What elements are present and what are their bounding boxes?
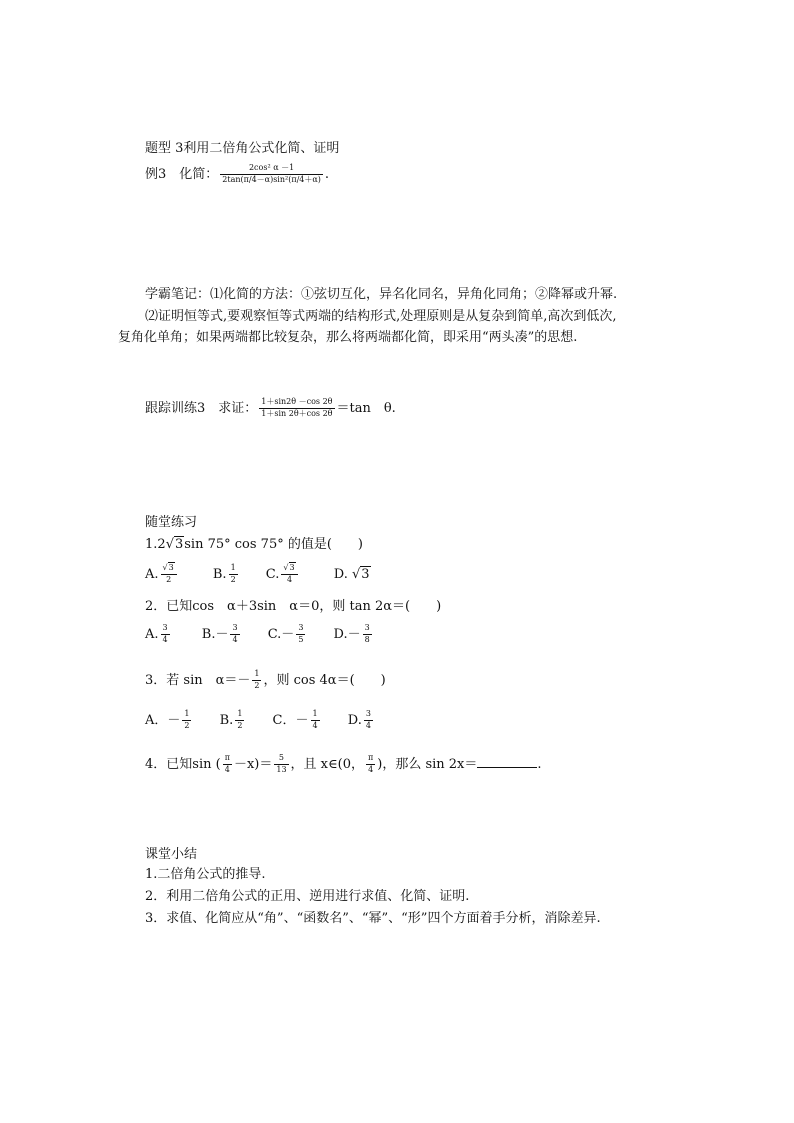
example-3 [145,164,329,185]
track-denominator: 1＋sin 2θ＋cos 2θ [261,408,333,418]
practice-title: 随堂练习 [145,515,198,530]
q2-option-c-fraction: $\frac{3}{5}$ [298,623,304,644]
question-3 [145,670,386,691]
q1-pre: 1.2 [145,537,166,552]
question-2-options [145,624,374,645]
q3-pre: 3．若 sin α＝－ [145,672,251,688]
example-fraction [220,164,323,185]
notes-line-3: 复角化单角；如果两端都比较复杂，那么将两端都化简，即采用“两头凑”的思想. [118,330,578,345]
question-2: 2．已知cos α＋3sin α＝0，则 tan 2α＝( ) [145,599,442,614]
q3-option-a-fraction: $\frac{1}{2}$ [184,709,190,730]
example-end: . [324,166,330,182]
q3-option-b-label: B. [219,712,234,728]
q2-option-a-label: A. [145,626,159,642]
q2-option-b-fraction: $\frac{3}{4}$ [232,623,238,644]
q1-radicand: 3 [174,537,184,552]
q1-option-a-fraction: $\frac{√3}{2}$ [161,564,177,585]
q3-option-d-fraction: $\frac{3}{4}$ [365,709,371,730]
question-1-options [145,564,371,585]
q3-option-c-fraction: $\frac{1}{4}$ [312,709,318,730]
q4-fraction-3: $\frac{\pi}{4}$ [367,753,374,774]
notes-line-2: ⑵证明恒等式,要观察恒等式两端的结构形式,处理原则是从复杂到简单,高次到低次, [145,309,617,324]
q4-mid-2: ，且 x∈(0， [290,756,364,772]
q3-option-c-label: C．－ [272,712,309,728]
question-4 [145,754,542,775]
q3-fraction: $\frac{1}{2}$ [254,669,260,690]
summary-title: 课堂小结 [145,847,198,862]
sqrt-icon: √3 [352,566,370,582]
q1-option-b-fraction: $\frac{1}{2}$ [230,563,236,584]
summary-item-2: 2．利用二倍角公式的正用、逆用进行求值、化简、证明. [145,889,470,904]
answer-blank[interactable] [477,766,537,768]
q4-fraction-1: $\frac{\pi}{4}$ [224,753,230,774]
track-fraction [259,398,334,419]
section-title: 题型 3利用二倍角公式化简、证明 [145,141,340,156]
track-label: 跟踪训练3 求证： [145,400,258,416]
q3-option-a-label: A．－ [145,712,181,728]
q3-post: ，则 cos 4α＝( ) [263,672,386,688]
q2-option-b-label: B.－ [201,626,229,642]
summary-item-3: 3．求值、化简应从“角”、“函数名”、“幂”、“形”四个方面着手分析，消除差异. [145,911,601,926]
q3-option-d-label: D. [347,712,362,728]
question-3-options [145,710,375,731]
q4-mid-1: －x)＝ [233,756,273,772]
q2-option-d-label: D.－ [333,626,361,642]
q1-post: sin 75° cos 75° 的值是( ) [184,537,364,552]
sqrt-icon: √3 [162,563,174,572]
q2-option-d-fraction: $\frac{3}{8}$ [364,623,370,644]
q1-option-b-label: B. [212,566,227,582]
question-1 [145,538,363,551]
q2-option-c-label: C.－ [267,626,295,642]
q1-option-c-label: C. [265,566,280,582]
q4-pre: 4．已知sin ( [145,756,221,772]
q1-option-a-label: A. [145,566,159,582]
q4-fraction-2: $\frac{5}{13}$ [276,753,287,774]
notes-line-1: 学霸笔记：⑴化简的方法：①弦切互化，异名化同名，异角化同角；②降幂或升幂. [145,287,618,302]
sqrt-icon: √3 [283,563,295,572]
sqrt-icon: √3 [165,537,184,552]
track-training-3 [145,398,396,419]
track-numerator: 1＋sin2θ －cos 2θ [259,398,334,409]
example-label: 例3 化简： [145,166,219,182]
q1-option-d-label: D. [333,566,348,582]
q1-option-c-fraction: $\frac{√3}{4}$ [281,564,297,585]
example-numerator: 2cos² α －1 [220,164,323,175]
q4-end: . [537,756,542,772]
example-denominator: 2tan(π/4－α)sin²(π/4＋α) [222,174,321,184]
summary-item-1: 1.二倍角公式的推导. [145,867,266,882]
q2-option-a-fraction: $\frac{3}{4}$ [162,623,168,644]
track-rhs: ＝tan θ. [336,400,396,416]
q4-mid-3: )，那么 sin 2x＝ [377,756,478,772]
q3-option-b-fraction: $\frac{1}{2}$ [237,709,243,730]
